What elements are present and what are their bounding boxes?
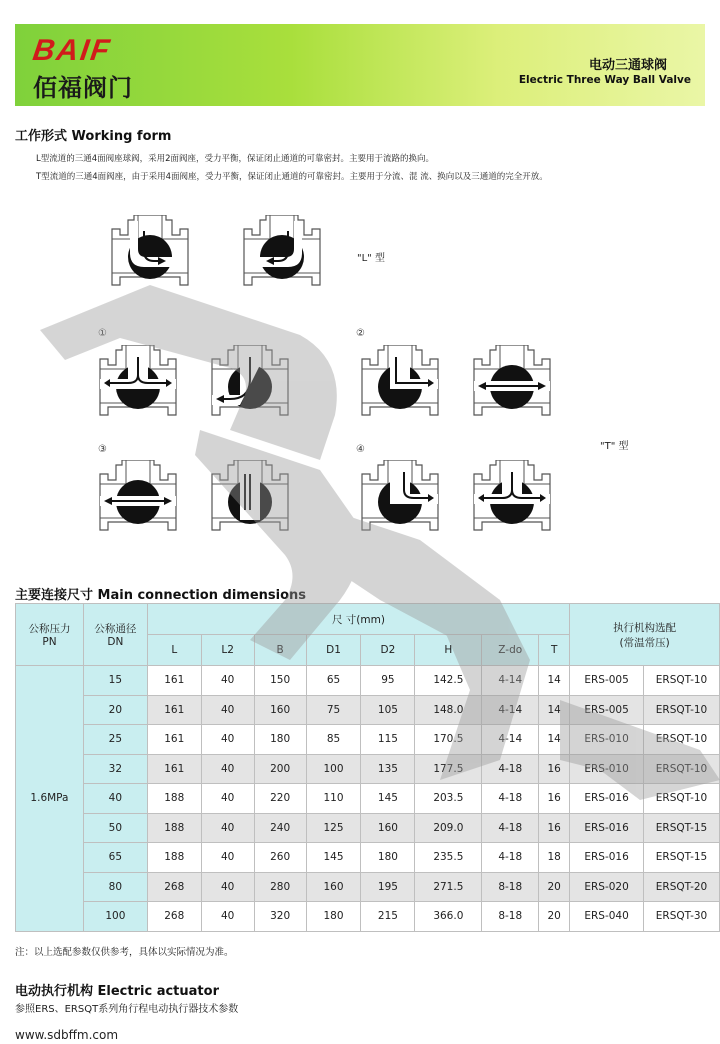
table-row (16, 695, 720, 725)
actuator-cell: ERSQT-20 (644, 872, 720, 902)
actuator-cell: ERS-005 (570, 695, 644, 725)
value-cell: 16 (539, 813, 570, 843)
actuator-cell: ERSQT-10 (644, 725, 720, 755)
value-cell: 125 (306, 813, 361, 843)
value-cell: 40 (201, 872, 254, 902)
t-type-valve-3b (200, 460, 300, 532)
header-actuator-note: (常温常压) (619, 636, 670, 649)
pn-cell: 1.6MPa (16, 666, 84, 932)
value-cell: 271.5 (415, 872, 482, 902)
value-cell: 180 (306, 902, 361, 932)
actuator-cell: ERS-016 (570, 813, 644, 843)
header-actuator (570, 604, 720, 666)
dn-cell: 25 (83, 725, 147, 755)
value-cell: 180 (361, 843, 415, 873)
brand-logo-latin: BAIF (30, 34, 114, 67)
working-form-title: 工作形式 Working form (15, 129, 172, 144)
table-note: 注：以上选配参数仅供参考，具体以实际情况为准。 (15, 947, 234, 958)
value-cell: 115 (361, 725, 415, 755)
dn-cell: 50 (83, 813, 147, 843)
t-type-valve-2a (350, 345, 450, 417)
value-cell: 203.5 (415, 784, 482, 814)
value-cell: 280 (254, 872, 306, 902)
footer-url[interactable]: www.sdbffm.com (15, 1028, 119, 1042)
l-type-valve-diagram-2 (232, 215, 332, 287)
diagram-number-2: ② (356, 328, 365, 339)
column-header: H (415, 635, 482, 666)
table-row (16, 902, 720, 932)
t-type-valve-4b (462, 460, 562, 532)
column-header: D1 (306, 635, 361, 666)
value-cell: 177.5 (415, 754, 482, 784)
actuator-cell: ERSQT-15 (644, 843, 720, 873)
product-title-en: Electric Three Way Ball Valve (518, 74, 691, 86)
value-cell: 170.5 (415, 725, 482, 755)
actuator-cell: ERS-016 (570, 784, 644, 814)
value-cell: 160 (306, 872, 361, 902)
value-cell: 320 (254, 902, 306, 932)
value-cell: 366.0 (415, 902, 482, 932)
header-dn-en: DN (107, 636, 124, 648)
value-cell: 4-14 (482, 725, 539, 755)
column-header: T (539, 635, 570, 666)
value-cell: 95 (361, 666, 415, 696)
value-cell: 18 (539, 843, 570, 873)
actuator-cell: ERS-040 (570, 902, 644, 932)
diagram-number-1: ① (98, 328, 107, 339)
value-cell: 188 (147, 813, 201, 843)
value-cell: 220 (254, 784, 306, 814)
value-cell: 240 (254, 813, 306, 843)
header-size: 尺 寸(mm) (147, 604, 569, 635)
diagram-number-4: ④ (356, 444, 365, 455)
dn-cell: 100 (83, 902, 147, 932)
actuator-cell: ERSQT-15 (644, 813, 720, 843)
value-cell: 200 (254, 754, 306, 784)
value-cell: 148.0 (415, 695, 482, 725)
value-cell: 160 (361, 813, 415, 843)
product-title-cn: 电动三通球阀 (588, 58, 667, 73)
value-cell: 4-18 (482, 843, 539, 873)
value-cell: 145 (306, 843, 361, 873)
table-row (16, 754, 720, 784)
diagram-number-3: ③ (98, 444, 107, 455)
value-cell: 40 (201, 725, 254, 755)
value-cell: 40 (201, 754, 254, 784)
table-row (16, 813, 720, 843)
table-row (16, 666, 720, 696)
table-row (16, 843, 720, 873)
value-cell: 161 (147, 725, 201, 755)
dimensions-table (15, 603, 720, 932)
working-form-line2: T型流道的三通4面阀座，由于采用4面阀座，受力平衡，保证闭止通道的可靠密封。主要用于分流、混 流、换向以及三通道的完全开放。 (36, 172, 548, 182)
header-pn (16, 604, 84, 666)
header-banner (15, 24, 705, 106)
value-cell: 40 (201, 902, 254, 932)
table-row (16, 725, 720, 755)
t-type-valve-2b (462, 345, 562, 417)
t-type-label: "T" 型 (600, 441, 629, 452)
column-header: L2 (201, 635, 254, 666)
value-cell: 40 (201, 784, 254, 814)
value-cell: 20 (539, 872, 570, 902)
actuator-cell: ERS-010 (570, 754, 644, 784)
value-cell: 161 (147, 666, 201, 696)
value-cell: 110 (306, 784, 361, 814)
value-cell: 85 (306, 725, 361, 755)
value-cell: 65 (306, 666, 361, 696)
value-cell: 145 (361, 784, 415, 814)
value-cell: 195 (361, 872, 415, 902)
header-dn (83, 604, 147, 666)
value-cell: 260 (254, 843, 306, 873)
value-cell: 188 (147, 843, 201, 873)
actuator-cell: ERSQT-10 (644, 754, 720, 784)
value-cell: 14 (539, 666, 570, 696)
value-cell: 4-18 (482, 784, 539, 814)
header-actuator-cn: 执行机构选配 (613, 621, 677, 634)
value-cell: 161 (147, 695, 201, 725)
value-cell: 14 (539, 725, 570, 755)
value-cell: 135 (361, 754, 415, 784)
value-cell: 75 (306, 695, 361, 725)
actuator-cell: ERS-016 (570, 843, 644, 873)
value-cell: 142.5 (415, 666, 482, 696)
actuator-cell: ERS-020 (570, 872, 644, 902)
value-cell: 160 (254, 695, 306, 725)
actuator-cell: ERSQT-10 (644, 666, 720, 696)
actuator-cell: ERSQT-10 (644, 695, 720, 725)
value-cell: 150 (254, 666, 306, 696)
brand-logo-cn: 佰福阀门 (33, 74, 133, 102)
column-header: Z-do (482, 635, 539, 666)
dn-cell: 80 (83, 872, 147, 902)
value-cell: 180 (254, 725, 306, 755)
column-header: L (147, 635, 201, 666)
t-type-valve-1a (88, 345, 188, 417)
value-cell: 8-18 (482, 902, 539, 932)
dn-cell: 32 (83, 754, 147, 784)
working-form-line1: L型流道的三通4面阀座球阀，采用2面阀座，受力平衡，保证闭止通道的可靠密封。主要用于流路的换向。 (36, 154, 435, 164)
actuator-cell: ERSQT-30 (644, 902, 720, 932)
value-cell: 4-14 (482, 695, 539, 725)
t-type-valve-3a (88, 460, 188, 532)
actuator-cell: ERS-010 (570, 725, 644, 755)
value-cell: 105 (361, 695, 415, 725)
actuator-cell: ERS-005 (570, 666, 644, 696)
value-cell: 40 (201, 695, 254, 725)
value-cell: 268 (147, 872, 201, 902)
dn-cell: 65 (83, 843, 147, 873)
value-cell: 4-14 (482, 666, 539, 696)
actuator-cell: ERSQT-10 (644, 784, 720, 814)
value-cell: 188 (147, 784, 201, 814)
value-cell: 235.5 (415, 843, 482, 873)
column-header: B (254, 635, 306, 666)
header-pn-cn: 公称压力 (28, 623, 71, 635)
value-cell: 4-18 (482, 754, 539, 784)
column-header: D2 (361, 635, 415, 666)
value-cell: 40 (201, 843, 254, 873)
value-cell: 16 (539, 784, 570, 814)
header-pn-en: PN (42, 636, 57, 648)
value-cell: 40 (201, 813, 254, 843)
value-cell: 16 (539, 754, 570, 784)
value-cell: 268 (147, 902, 201, 932)
value-cell: 8-18 (482, 872, 539, 902)
t-type-valve-1b (200, 345, 300, 417)
actuator-text: 参照ERS、ERSQT系列角行程电动执行器技术参数 (15, 1004, 239, 1015)
value-cell: 14 (539, 695, 570, 725)
header-dn-cn: 公称通径 (94, 623, 137, 635)
value-cell: 209.0 (415, 813, 482, 843)
value-cell: 100 (306, 754, 361, 784)
dn-cell: 20 (83, 695, 147, 725)
dn-cell: 40 (83, 784, 147, 814)
dn-cell: 15 (83, 666, 147, 696)
l-type-valve-diagram-1 (100, 215, 200, 287)
value-cell: 161 (147, 754, 201, 784)
value-cell: 215 (361, 902, 415, 932)
table-row (16, 872, 720, 902)
t-type-valve-4a (350, 460, 450, 532)
dimensions-title: 主要连接尺寸 Main connection dimensions (15, 588, 307, 603)
value-cell: 40 (201, 666, 254, 696)
l-type-label: "L" 型 (357, 253, 385, 264)
table-row (16, 784, 720, 814)
value-cell: 20 (539, 902, 570, 932)
value-cell: 4-18 (482, 813, 539, 843)
actuator-title: 电动执行机构 Electric actuator (15, 984, 219, 999)
